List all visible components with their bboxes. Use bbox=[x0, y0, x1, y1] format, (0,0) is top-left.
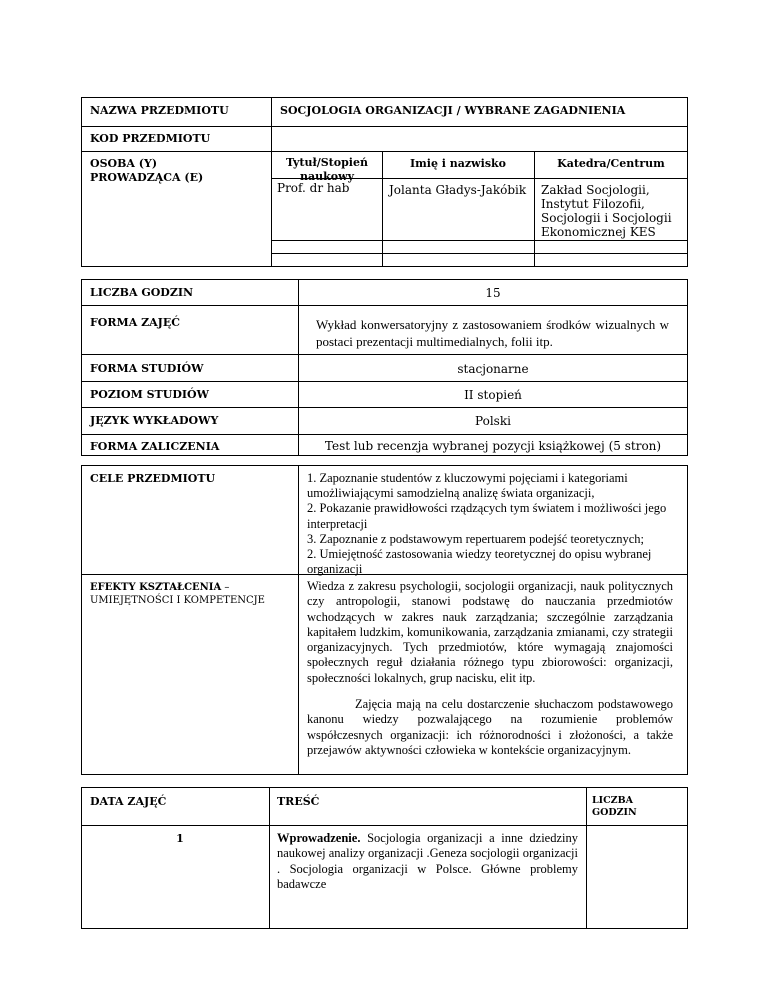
hours-value: 15 bbox=[485, 286, 501, 300]
info-row-line bbox=[81, 407, 688, 408]
goals-text: 1. Zapoznanie studentów z kluczowymi pojęciami i kategoriami umożliwiającymi samodzielną analizę świata organizacji, 2. Pokazanie prawidłowości rządzących tym światem i możliwości jego interpretacji 3. Zapoznanie z podstawowym repertuarem podejść teoretycznych; 2. Umiejętność zastosowania wiedzy teoretycznej do opisu wybranej organizacji bbox=[307, 471, 667, 577]
subject-table-divider bbox=[271, 97, 272, 267]
teacher-label-line2: PROWADZĄCA (E) bbox=[90, 171, 204, 184]
info-row-line bbox=[81, 381, 688, 382]
teacher-label bbox=[90, 157, 265, 185]
teacher-col-dept: Katedra/Centrum bbox=[557, 157, 665, 170]
teacher-col-name: Imię i nazwisko bbox=[410, 157, 506, 170]
info-row-line bbox=[81, 305, 688, 306]
teacher-label-line1: OSOBA (Y) bbox=[90, 157, 158, 170]
schedule-row-text: Socjologia organizacji a inne dziedziny naukowej analizy organizacji .Geneza socjologii organizacji . Socjologia organizacji w Polsce. Główne problemy badawcze bbox=[277, 831, 578, 891]
outcomes-label-rest: UMIEJĘTNOŚCI I KOMPETENCJE bbox=[90, 595, 265, 606]
level-label: POZIOM STUDIÓW bbox=[90, 388, 209, 401]
outcomes-para-2: Zajęcia mają na celu dostarczenie słuchaczom podstawowego kanonu wiedzy pozwalającego na rozumienie problemów współczesnych organizacji: ich różnorodności i złożoności, a także przejawów aktywności człowieka w kontekście organizacyjnym. bbox=[307, 697, 673, 757]
teacher-row-line bbox=[271, 253, 688, 254]
schedule-col-line bbox=[586, 787, 587, 929]
teacher-title: Prof. dr hab bbox=[277, 181, 350, 195]
info-row-line bbox=[81, 434, 688, 435]
schedule-row-title: Wprowadzenie. bbox=[277, 831, 361, 845]
schedule-col-hours bbox=[592, 795, 637, 819]
schedule-col-line bbox=[269, 787, 270, 929]
outcomes-para-1: Wiedza z zakresu psychologii, socjologii organizacji, nauk politycznych czy antropologii, stanowi podstawę do nauczania przedmiotów wchodzących w zakres nauk zarządzania; szczególnie zarządzania kapitałem ludzkim, komunikowania, zarządzania zmianami, czy strategii organizacyjnych. Tych przedmiotów, które wymagają znajomości społecznych reguł działania różnego typu zbiorowości: organizacji, społeczności lokalnych, grup nacisku, elit itp. bbox=[307, 579, 673, 685]
teacher-name: Jolanta Gładys-Jakóbik bbox=[389, 183, 527, 197]
form-value: Wykład konwersatoryjny z zastosowaniem środków wizualnych w postaci prezentacji multimedialnych, folii itp. bbox=[316, 317, 669, 349]
goals-table-divider bbox=[298, 465, 299, 775]
hours-label: LICZBA GODZIN bbox=[90, 286, 194, 299]
teacher-dept: Zakład Socjologii, Instytut Filozofii, Socjologii i Socjologii Ekonomicznej KES bbox=[541, 183, 672, 239]
schedule-col-hours-line2: GODZIN bbox=[592, 807, 637, 818]
credit-value: Test lub recenzja wybranej pozycji książkowej (5 stron) bbox=[324, 439, 662, 453]
info-row-line bbox=[81, 354, 688, 355]
teacher-col-line bbox=[534, 151, 535, 267]
outcomes-label-bold: EFEKTY KSZTAŁCENIA bbox=[90, 582, 222, 593]
language-value: Polski bbox=[475, 414, 511, 428]
teacher-row-line bbox=[271, 240, 688, 241]
subject-label: NAZWA PRZEDMIOTU bbox=[90, 104, 229, 117]
outcomes-label-dash: – bbox=[221, 582, 230, 593]
subject-table-row-line bbox=[81, 126, 688, 127]
teacher-col-line bbox=[382, 151, 383, 267]
language-label: JĘZYK WYKŁADOWY bbox=[90, 414, 219, 427]
study-form-value: stacjonarne bbox=[457, 362, 529, 376]
schedule-row-content bbox=[277, 831, 578, 892]
schedule-header-line bbox=[81, 825, 688, 826]
teacher-col-title: Tytuł/Stopień naukowy bbox=[286, 156, 368, 183]
subject-value: SOCJOLOGIA ORGANIZACJI / WYBRANE ZAGADNIENIA bbox=[280, 104, 626, 117]
schedule-row-date: 1 bbox=[176, 832, 184, 845]
outcomes-label bbox=[90, 581, 295, 607]
form-label: FORMA ZAJĘĆ bbox=[90, 316, 180, 329]
schedule-col-date: DATA ZAJĘĆ bbox=[90, 795, 167, 808]
credit-label: FORMA ZALICZENIA bbox=[90, 440, 220, 453]
code-label: KOD PRZEDMIOTU bbox=[90, 132, 211, 145]
schedule-col-content: TREŚĆ bbox=[277, 795, 320, 808]
goals-label: CELE PRZEDMIOTU bbox=[90, 472, 216, 485]
subject-table-row-line bbox=[81, 151, 688, 152]
study-form-label: FORMA STUDIÓW bbox=[90, 362, 204, 375]
schedule-col-hours-line1: LICZBA bbox=[592, 795, 634, 806]
level-value: II stopień bbox=[464, 388, 522, 402]
